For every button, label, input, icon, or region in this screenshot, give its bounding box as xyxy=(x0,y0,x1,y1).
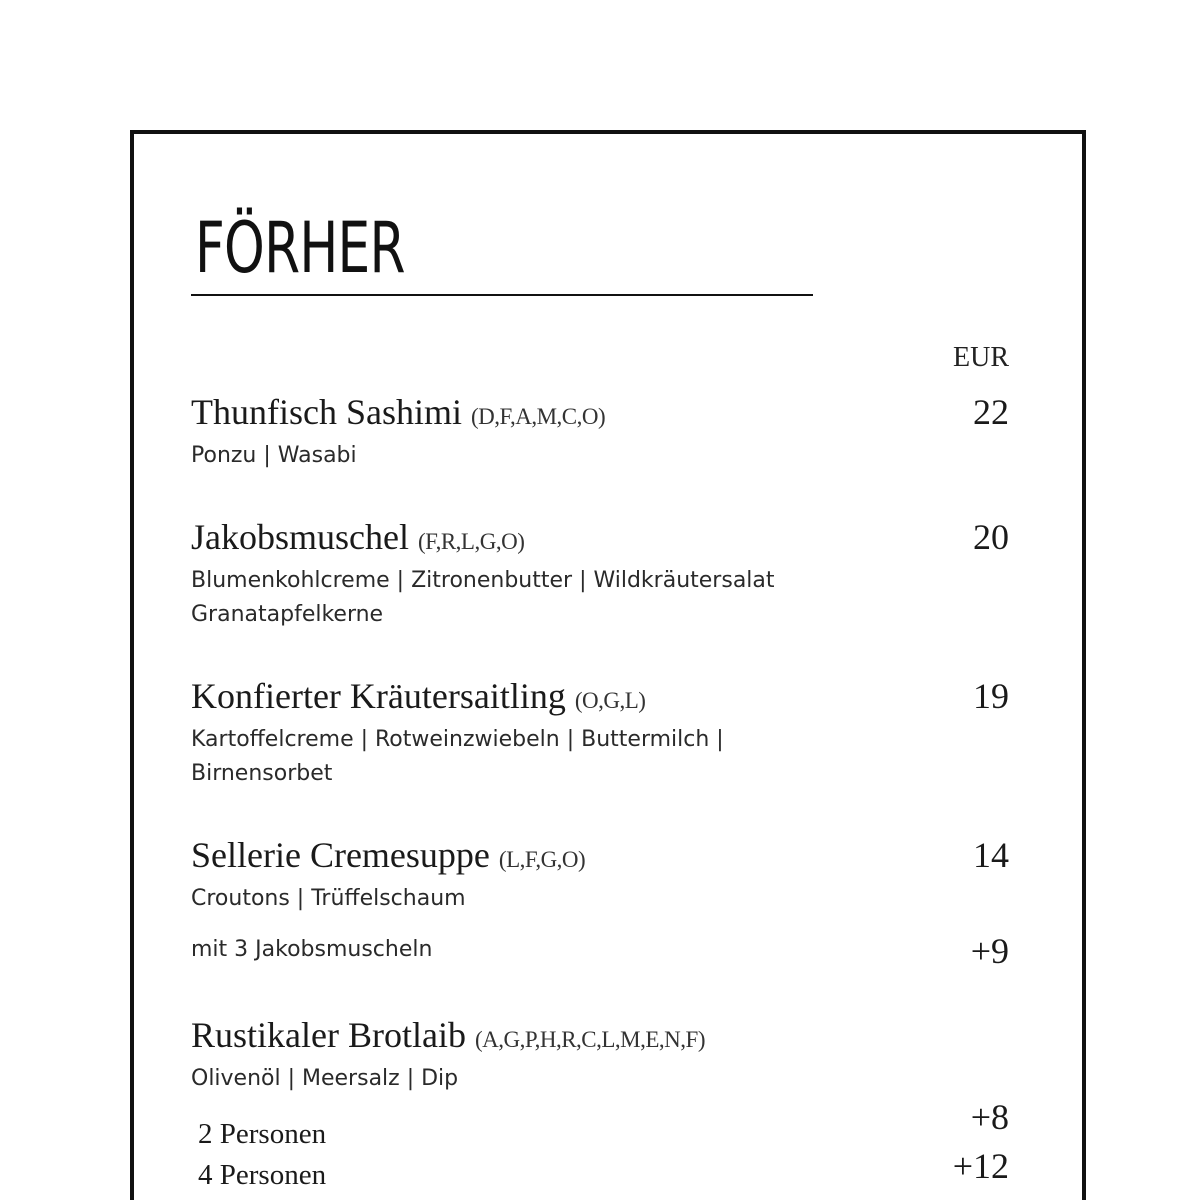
menu-item-kraeutersaitling xyxy=(191,676,1011,791)
allergen-codes: (F,R,L,G,O) xyxy=(417,529,525,554)
menu-item-description: Blumenkohlcreme | Zitronenbutter | Wildkräutersalat Granatapfelkerne xyxy=(191,568,775,627)
allergen-codes: (A,G,P,H,R,C,L,M,E,N,F) xyxy=(474,1027,705,1052)
allergen-codes: (L,F,G,O) xyxy=(498,847,586,872)
menu-item-name: Thunfisch Sashimi xyxy=(191,392,462,432)
menu-item-price: 14 xyxy=(973,835,1009,875)
menu-item-jakobsmuschel xyxy=(191,517,1011,632)
section-title: FÖRHER xyxy=(195,207,405,289)
menu-item-name: Sellerie Cremesuppe xyxy=(191,835,490,875)
menu-item-title xyxy=(191,392,1011,437)
currency-label: EUR xyxy=(953,342,1009,373)
menu-item-sellerie-cremesuppe xyxy=(191,835,1011,916)
title-underline xyxy=(191,294,813,296)
menu-item-title xyxy=(191,835,1011,880)
menu-item-addon-price: +9 xyxy=(970,931,1009,971)
menu-item-option-price: +12 xyxy=(952,1146,1009,1186)
menu-item-name: Rustikaler Brotlaib xyxy=(191,1015,466,1055)
menu-item-description: Olivenöl | Meersalz | Dip xyxy=(191,1066,459,1091)
menu-item-thunfisch-sashimi xyxy=(191,392,1011,473)
allergen-codes: (D,F,A,M,C,O) xyxy=(470,404,606,429)
menu-item-price: 19 xyxy=(973,676,1009,716)
menu-item-title xyxy=(191,517,1011,562)
menu-item-option-label: 4 Personen xyxy=(198,1159,327,1191)
menu-item-option-label: 2 Personen xyxy=(198,1118,327,1150)
menu-item-price: 20 xyxy=(973,517,1009,557)
menu-item-description: Ponzu | Wasabi xyxy=(191,443,357,468)
menu-item-name: Jakobsmuschel xyxy=(191,517,409,557)
menu-item-option-price: +8 xyxy=(970,1097,1009,1137)
allergen-codes: (O,G,L) xyxy=(574,688,646,713)
menu-item-description: Croutons | Trüffelschaum xyxy=(191,886,466,911)
menu-item-name: Konfierter Kräutersaitling xyxy=(191,676,566,716)
menu-item-price: 22 xyxy=(973,392,1009,432)
menu-item-rustikaler-brotlaib xyxy=(191,1015,1011,1096)
menu-item-title xyxy=(191,1015,1011,1060)
menu-item-addon-label: mit 3 Jakobsmuscheln xyxy=(191,937,433,962)
menu-item-title xyxy=(191,676,1011,721)
menu-item-description: Kartoffelcreme | Rotweinzwiebeln | Buttermilch | Birnensorbet xyxy=(191,727,724,786)
